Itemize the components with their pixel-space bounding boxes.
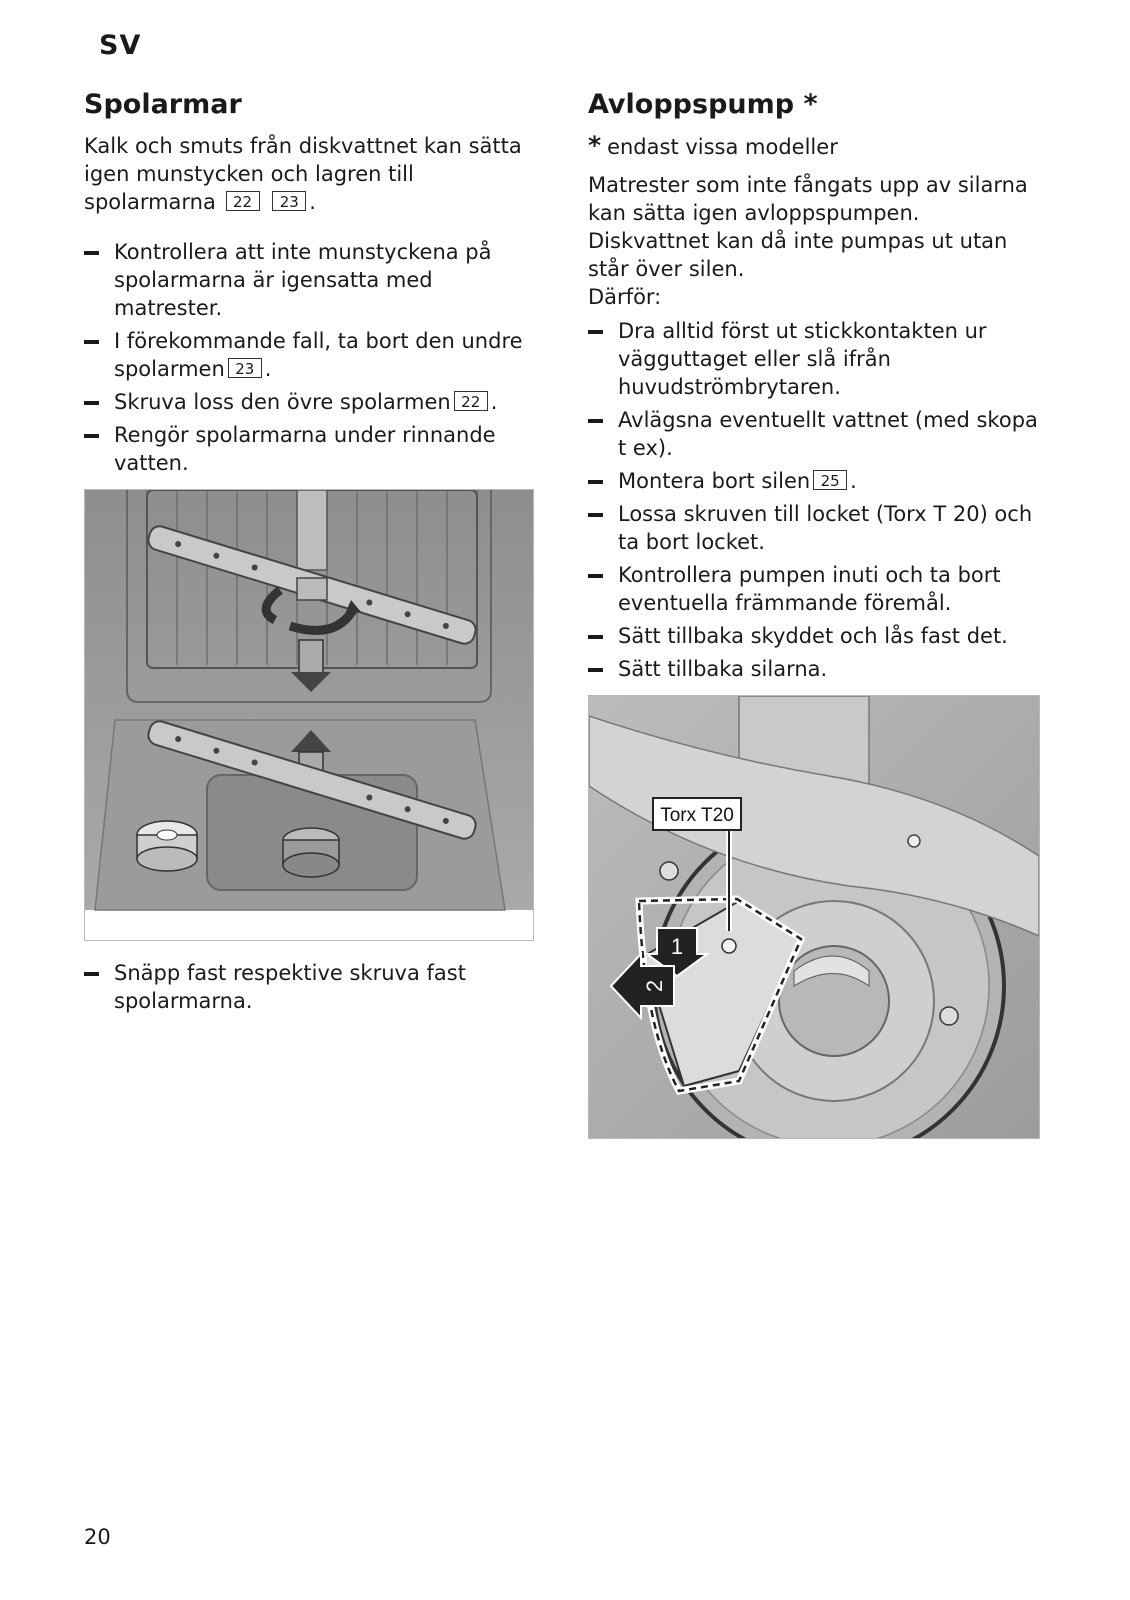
- ref-box: 22: [454, 391, 488, 411]
- model-note: [588, 132, 1038, 161]
- ref-box: 23: [228, 358, 262, 378]
- drain-pump-steps: [588, 317, 1038, 683]
- intro-text: Kalk och smuts från diskvattnet kan sätta igen munstycken och lagren till spolarmarna: [84, 134, 522, 214]
- ref-box: 23: [272, 191, 306, 211]
- spray-arms-drawing: [85, 490, 533, 940]
- drain-pump-section: [588, 88, 1038, 1157]
- section-title-drain-pump: Avloppspump *: [588, 89, 818, 120]
- step-item: Skruva loss den övre spolarmen 22 .: [84, 388, 534, 416]
- step-item: Kontrollera att inte munstyckena på spolarmarna är igensatta med matrester.: [84, 238, 534, 322]
- step-1-arrow-label: 1: [670, 934, 684, 959]
- spray-arms-illustration: [84, 489, 534, 941]
- asterisk-marker: *: [588, 131, 602, 160]
- step-item: Sätt tillbaka skyddet och lås fast det.: [588, 622, 1038, 650]
- section-title-spray-arms: Spolarmar: [84, 89, 242, 120]
- spray-arms-section: [84, 88, 534, 1020]
- spray-arms-steps: [84, 238, 534, 477]
- model-note-text: endast vissa modeller: [607, 135, 838, 159]
- step-item: Sätt tillbaka silarna.: [588, 655, 1038, 683]
- step-item: Avlägsna eventuellt vattnet (med skopa t ex).: [588, 406, 1038, 462]
- step-item: Dra alltid först ut stickkontakten ur vägguttaget eller slå ifrån huvudströmbrytaren.: [588, 317, 1038, 401]
- drain-pump-drawing: [589, 696, 1039, 1138]
- ref-box: 22: [226, 191, 260, 211]
- step-2-arrow-label: 2: [642, 979, 667, 993]
- step-item: Snäpp fast respektive skruva fast spolarmarna.: [84, 959, 534, 1015]
- therefore-label: Därför:: [588, 285, 662, 309]
- ref-box: 25: [813, 470, 847, 490]
- language-code: SV: [99, 30, 142, 61]
- torx-callout-label: Torx T20: [660, 805, 734, 826]
- drain-pump-illustration: [588, 695, 1040, 1139]
- step-item: Kontrollera pumpen inuti och ta bort eventuella främmande föremål.: [588, 561, 1038, 617]
- step-item: Lossa skruven till locket (Torx T 20) och ta bort locket.: [588, 500, 1038, 556]
- page-number: 20: [84, 1525, 111, 1549]
- spray-arms-final-steps: [84, 959, 534, 1015]
- drain-pump-intro: Matrester som inte fångats upp av silarna kan sätta igen avloppspumpen. Diskvattnet kan då inte pumpas ut utan står över silen.: [588, 173, 1028, 281]
- step-item: Rengör spolarmarna under rinnande vatten.: [84, 421, 534, 477]
- step-item: Montera bort silen 25 .: [588, 467, 1038, 495]
- spray-arms-intro: Kalk och smuts från diskvattnet kan sätta igen munstycken och lagren till spolarmarna 22 23 .: [84, 134, 522, 214]
- step-item: I förekommande fall, ta bort den undre spolarmen 23 .: [84, 327, 534, 383]
